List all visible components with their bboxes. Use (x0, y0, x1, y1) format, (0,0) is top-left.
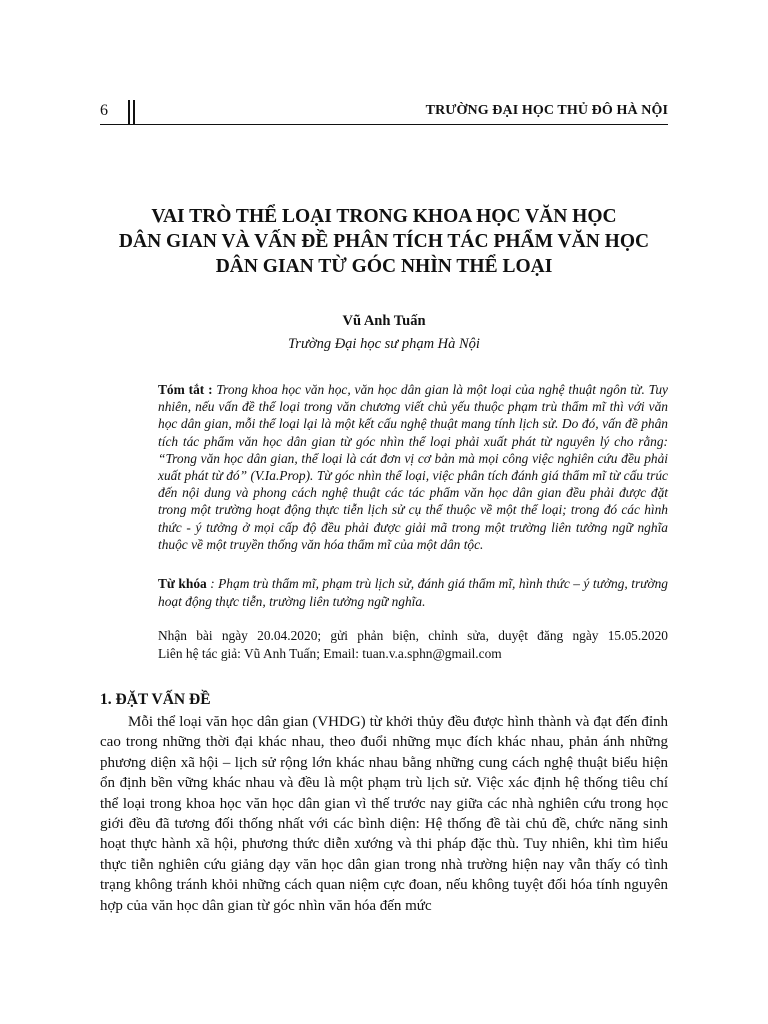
title-line-2: DÂN GIAN VÀ VẤN ĐỀ PHÂN TÍCH TÁC PHẨM VĂN HỌC (118, 231, 650, 252)
page-number: 6 (100, 102, 108, 119)
author-name: Vũ Anh Tuấn (342, 313, 426, 329)
abstract-text: Trong khoa học văn học, văn học dân gian là một loại của nghệ thuật ngôn từ. Tuy nhiên, nếu vấn đề thể loại trong văn chương viết chủ yếu thuộc phạm trù thẩm mĩ thì với văn học dân gian, mỗi thể loại lại là một kết cấu nghệ thuật mang tính lịch sử. Do đó, vấn đề phân tích tác phẩm văn học dân gian từ góc nhìn thể loại phải xuất phát từ nguyên lý cho rằng: “Trong văn học dân gian, thể loại là cát đơn vị cơ bản mà mọi công việc nghiên cứu đều phải xuất phát từ đó” (V.Ia.Prop). Từ góc nhìn thể loại, việc phân tích đánh giá thẩm mĩ từ cấu trúc đến nội dung và phong cách nghệ thuật các tác phẩm văn học dân gian đều phải được đặt trong một trường hoạt động thực tiễn lịch sử cụ thể thuộc về một thể loại; trong đó các hình thức - ý tưởng ở mọi cấp độ đều phải được giải mã trong một trường liên tưởng ngữ nghĩa thuộc về một truyền thống văn hóa thẩm mĩ của một dân tộc. (158, 382, 668, 552)
title-line-1: VAI TRÒ THỂ LOẠI TRONG KHOA HỌC VĂN HỌC (151, 206, 617, 227)
header-double-bar (128, 100, 138, 124)
article-title (100, 204, 668, 279)
abstract-label: Tóm tắt : (158, 382, 213, 397)
article-metadata (158, 627, 668, 663)
header-rule (100, 124, 668, 125)
abstract (158, 381, 668, 553)
running-header (100, 100, 668, 126)
author-affiliation: Trường Đại học sư phạm Hà Nội (288, 336, 480, 352)
section-heading: 1. ĐẶT VẤN ĐỀ (100, 691, 211, 708)
keywords (158, 575, 668, 610)
title-line-3: DÂN GIAN TỪ GÓC NHÌN THỂ LOẠI (215, 256, 553, 277)
body-paragraph: Mỗi thể loại văn học dân gian (VHDG) từ khởi thủy đều được hình thành và đạt đến đỉnh cao trong những thời đại khác nhau, theo đuổi những mục đích khác nhau, phản ánh những phương diện xã hội – lịch sử rộng lớn khác nhau bằng những cung cách nghệ thuật biểu hiện ổn định bền vững khác nhau và đều là một phạm trù lịch sử. Việc xác định hệ thống tiêu chí thể loại trong khoa học văn học dân gian vì thế trước nay giữa các nhà nghiên cứu trong học giới đều đã tương đối thống nhất với các bình diện: Hệ thống đề tài chủ đề, chức năng sinh hoạt thực hành xã hội, phương thức diễn xướng và thi pháp đặc thù. Tuy nhiên, khi tìm hiểu thực tiễn nghiên cứu giảng dạy văn học dân gian trong nhà trường hiện nay vẫn thấy có tình trạng không tránh khỏi những cách quan niệm cực đoan, nếu không tuyệt đối hóa tính nguyên hợp của văn học dân gian từ góc nhìn văn hóa đến mức (100, 714, 668, 914)
received-dates: Nhận bài ngày 20.04.2020; gửi phản biện, chỉnh sửa, duyệt đăng ngày 15.05.2020 (158, 628, 668, 643)
keywords-text: : Phạm trù thẩm mĩ, phạm trù lịch sử, đánh giá thẩm mĩ, hình thức – ý tưởng, trường hoạt động thực tiễn, trường liên tưởng ngữ nghĩa. (158, 576, 668, 609)
author-contact: Liên hệ tác giả: Vũ Anh Tuấn; Email: tuan.v.a.sphn@gmail.com (158, 646, 502, 661)
keywords-label: Từ khóa (158, 576, 207, 591)
journal-publisher: TRƯỜNG ĐẠI HỌC THỦ ĐÔ HÀ NỘI (425, 103, 668, 118)
